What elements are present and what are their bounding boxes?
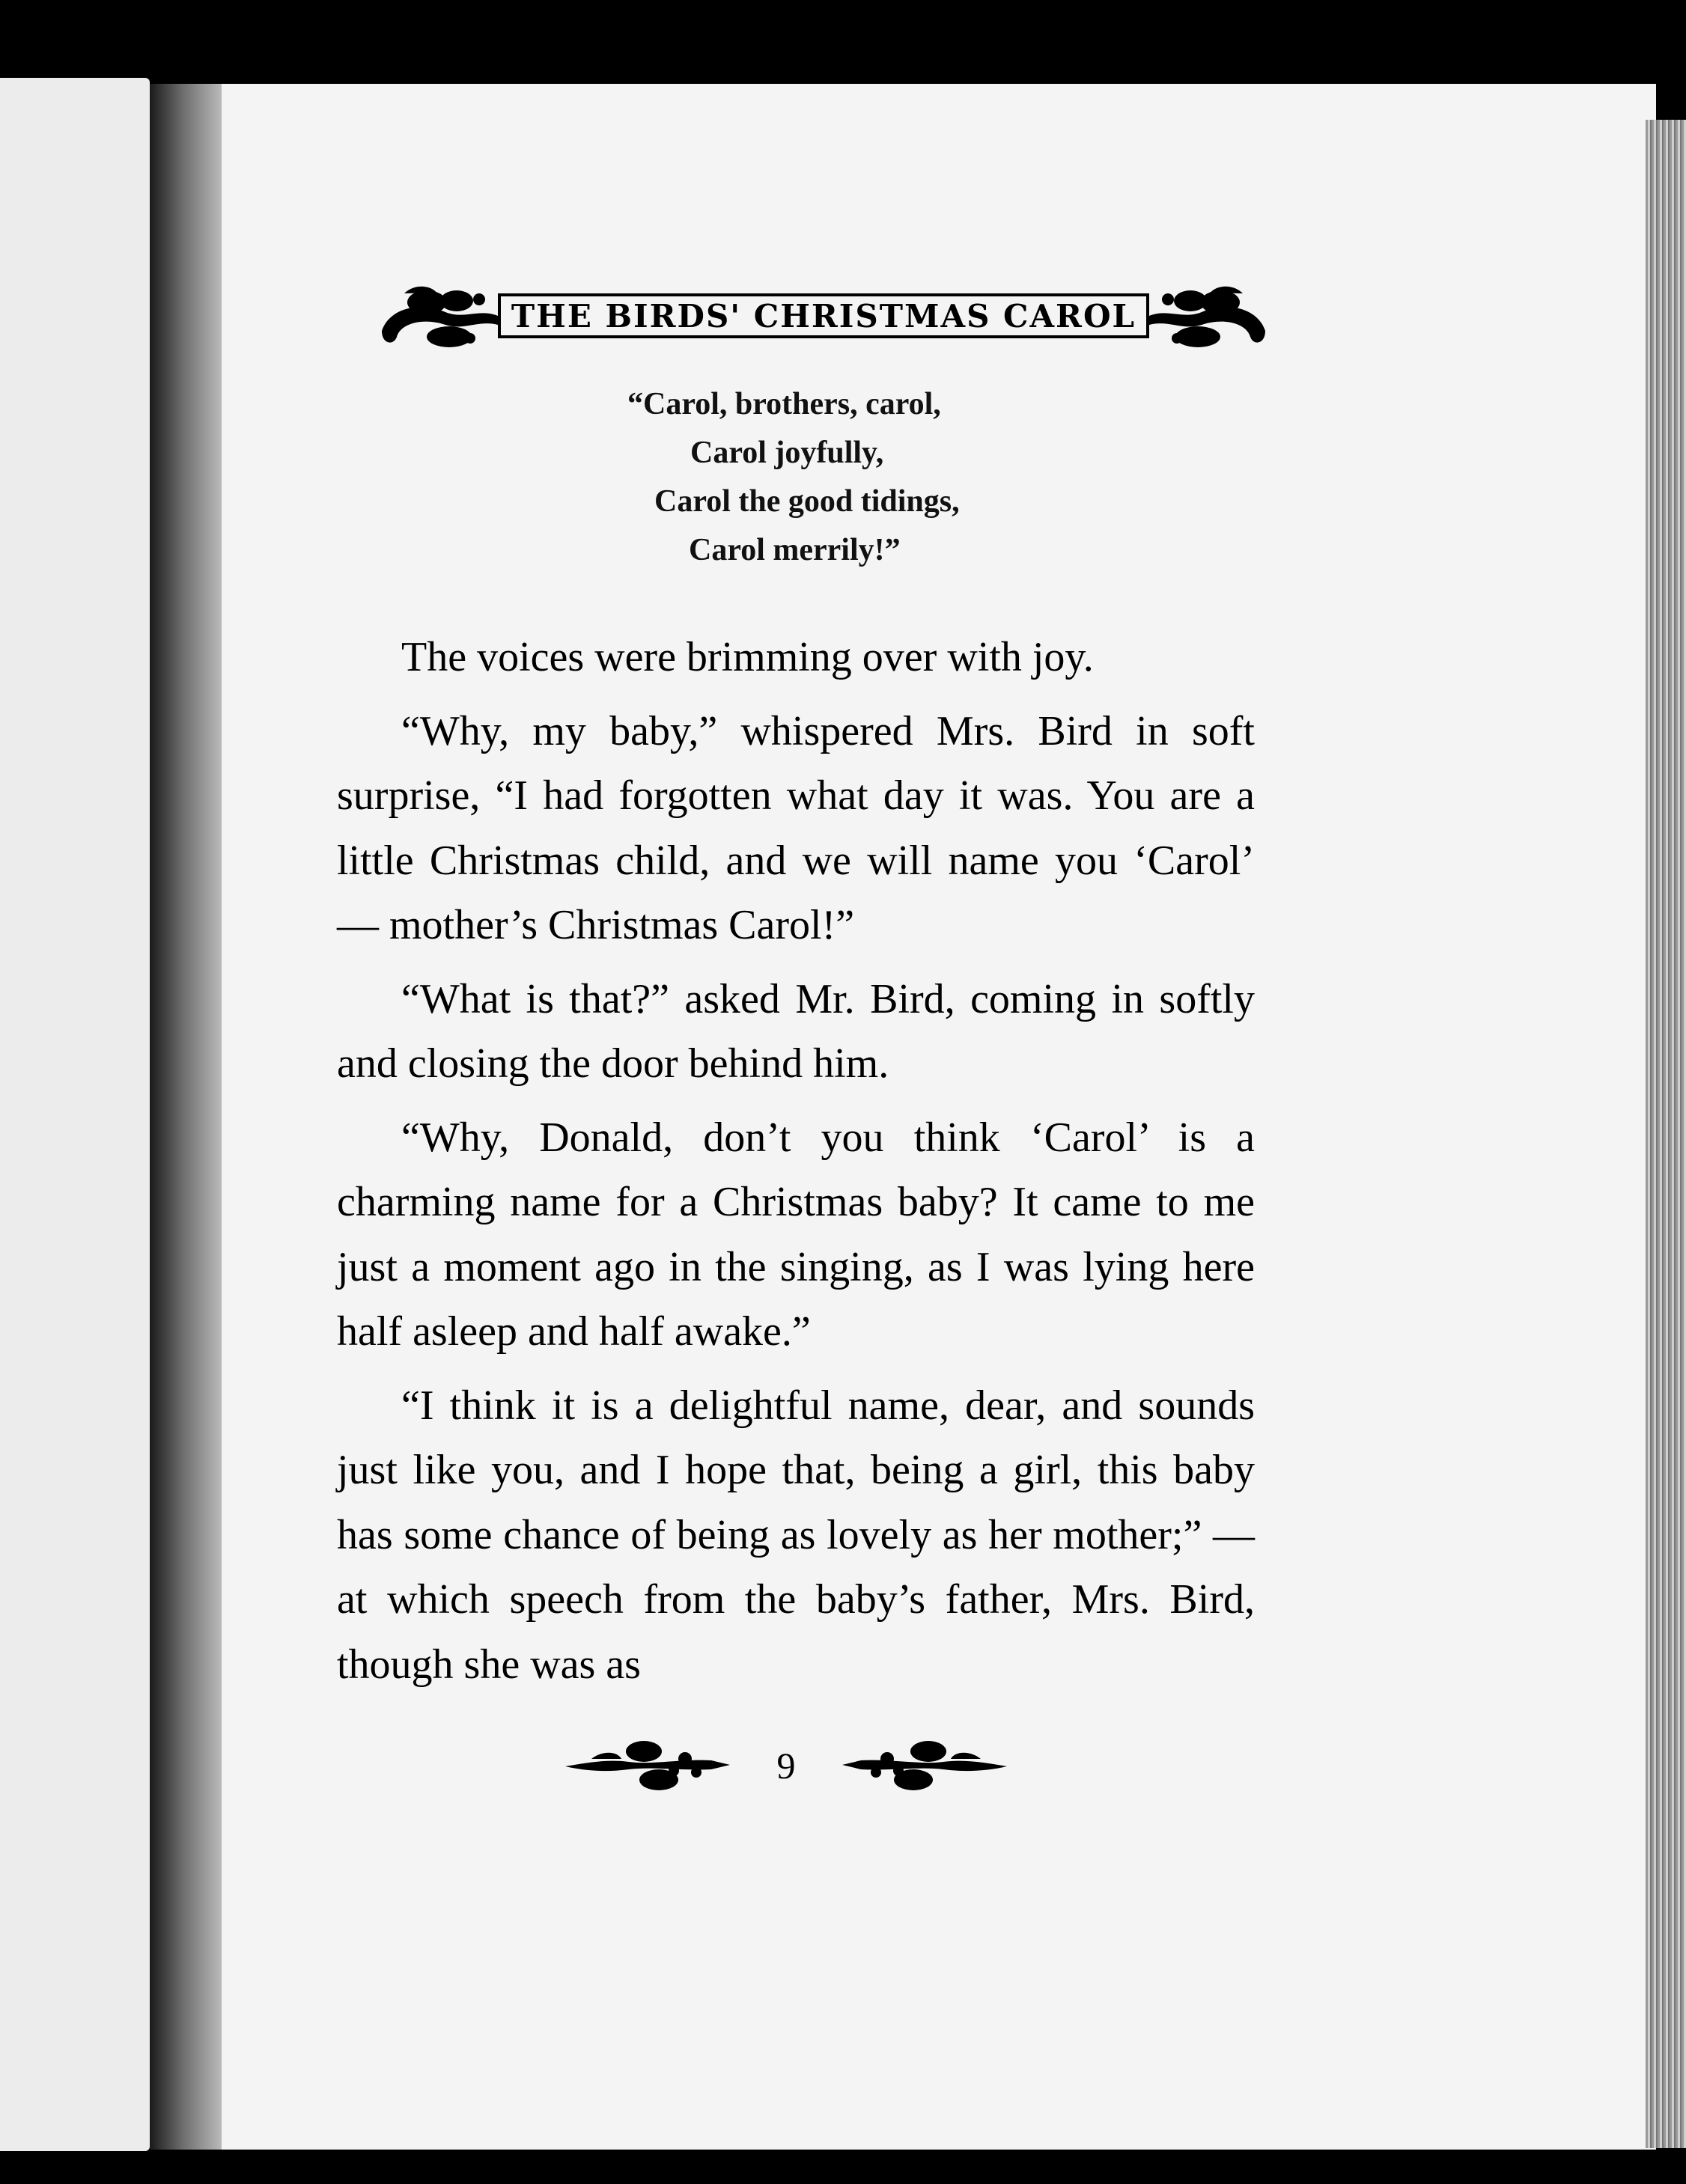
verse-line: “Carol, brothers, carol, [627,387,941,421]
paragraph: “Why, Donald, don’t you think ‘Carol’ is a charming name for a Christmas baby? It came to me just a moment ago in the singing, as I was lying here half asleep and half awake.” [337,1114,1255,1355]
paragraph: “I think it is a delightful name, dear, and sounds just like you, and I hope that, being a girl, this baby has some chance of being as lovely as her mother;” — at which speech from the baby’s father, Mrs. Bird, though she was as [337,1382,1255,1688]
verse-line: Carol merrily!” [689,533,901,567]
book-gutter [150,84,232,2150]
body-text [337,625,1255,1697]
page-number: 9 [776,1745,796,1787]
verse-line: Carol joyfully, [690,436,884,470]
header-title: THE BIRDS' CHRISTMAS CAROL [498,293,1149,338]
paragraph: “Why, my baby,” whispered Mrs. Bird in soft surprise, “I had forgotten what day it was. You are a little Christmas child, and we will name you ‘Carol’ — mother’s Christmas Carol!” [337,707,1255,948]
paragraph: “What is that?” asked Mr. Bird, coming in softly and closing the door behind him. [337,975,1255,1087]
page-footer [562,1729,1011,1811]
page-stack-edge [1646,120,1686,2148]
left-page-edge [0,78,150,2151]
running-header [374,278,1273,353]
holly-ornament-icon [839,1729,1011,1796]
paragraph: The voices were brimming over with joy. [401,634,1094,680]
verse-line: Carol the good tidings, [654,484,960,519]
holly-ornament-icon [562,1729,734,1796]
